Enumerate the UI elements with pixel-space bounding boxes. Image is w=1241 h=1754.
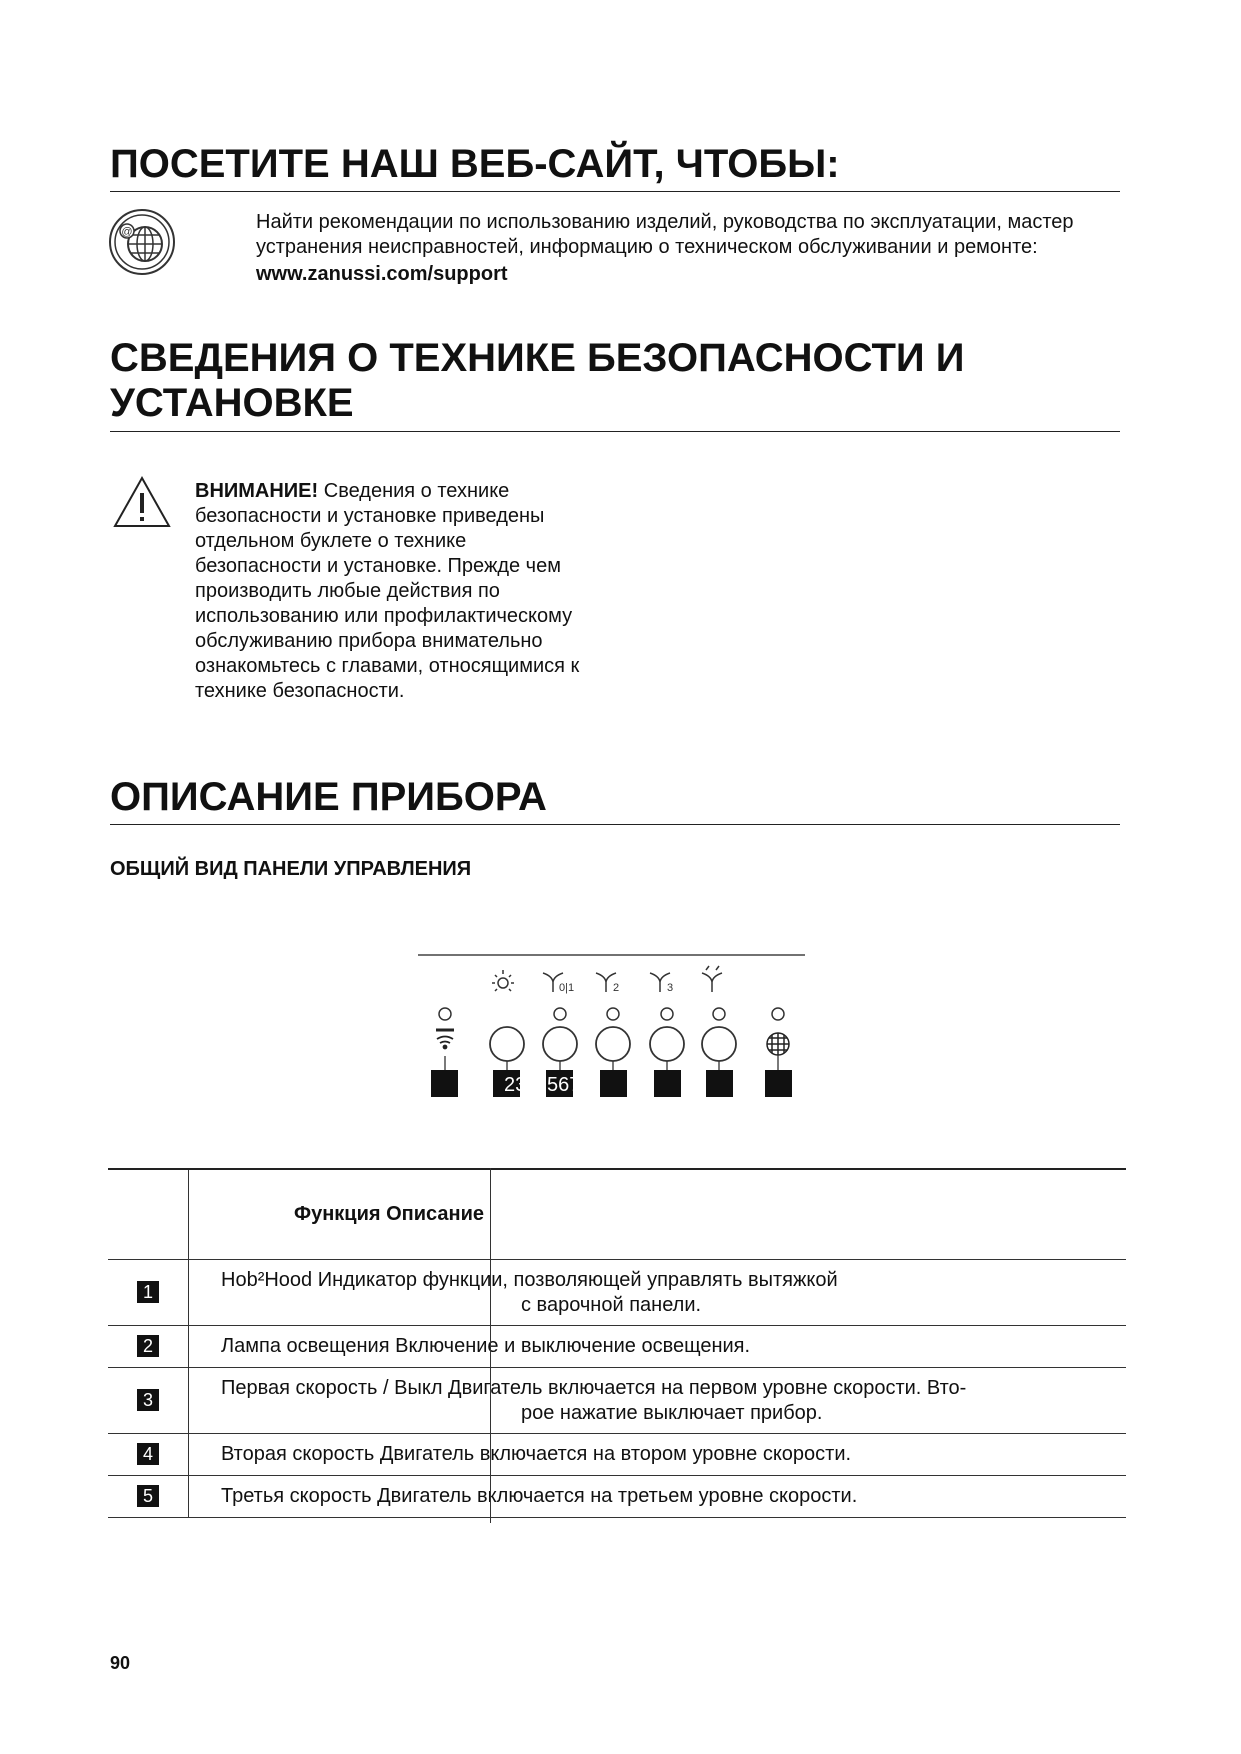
filter-led <box>772 1008 784 1020</box>
table-row <box>108 1476 1126 1518</box>
row-line2: рое нажатие выключает прибор. <box>521 1402 823 1424</box>
row-line1: Третья скорость Двигатель включается на третьем уровне скорости. <box>221 1485 858 1507</box>
warning-label: ВНИМАНИЕ! <box>195 480 319 502</box>
speed-2-led <box>607 1008 619 1020</box>
table-row <box>108 1326 1126 1368</box>
speed-1-led <box>554 1008 566 1020</box>
table-row-num <box>108 1260 189 1326</box>
row-line1: Лампа освещения Включение и выключение освещения. <box>221 1335 751 1357</box>
hob2hood-led <box>439 1008 451 1020</box>
fan-mark-0-1: 0|1 <box>559 982 575 994</box>
row-number-badge: 2 <box>137 1335 159 1357</box>
warning-text-block <box>195 479 585 704</box>
fan-mark-2: 2 <box>613 982 620 994</box>
table-row-content <box>189 1476 1127 1518</box>
heading-rule <box>110 431 1120 432</box>
fan-mark-3: 3 <box>667 982 674 994</box>
fan-boost-icon <box>702 966 722 992</box>
row-number-badge: 4 <box>137 1443 159 1465</box>
panel-label-box-7 <box>765 1070 792 1097</box>
table-row-num <box>108 1434 189 1476</box>
fan-0-1-icon <box>543 973 574 994</box>
table-row-num <box>108 1368 189 1434</box>
row-line1: Первая скорость / Выкл Двигатель включается на первом уровне скорости. Вто- <box>221 1377 967 1399</box>
control-panel-diagram <box>410 948 810 1108</box>
boost-led <box>713 1008 725 1020</box>
table-row-content <box>189 1260 1127 1326</box>
heading-safety-line2: УСТАНОВКЕ <box>110 381 354 425</box>
lamp-button[interactable] <box>490 1027 524 1061</box>
table-header-row <box>108 1169 1126 1260</box>
row-line1: Вторая скорость Двигатель включается на втором уровне скорости. <box>221 1443 852 1465</box>
speed-3-button[interactable] <box>650 1027 684 1061</box>
panel-label-box-1 <box>431 1070 458 1097</box>
table-column-divider <box>490 1168 491 1523</box>
lamp-icon <box>492 970 514 991</box>
row-number-badge: 3 <box>137 1389 159 1411</box>
speed-3-led <box>661 1008 673 1020</box>
row-number-badge: 5 <box>137 1485 159 1507</box>
table-row <box>108 1368 1126 1434</box>
hob2hood-icon <box>436 1030 454 1049</box>
heading-rule <box>110 191 1120 192</box>
row-line1: Hob²Hood Индикатор функции, позволяющей управлять вытяжкой <box>221 1269 838 1291</box>
svg-text:@: @ <box>121 226 133 238</box>
heading-rule <box>110 824 1120 825</box>
table-header-num <box>108 1169 189 1260</box>
panel-label-box-5 <box>654 1070 681 1097</box>
table-row-num <box>108 1476 189 1518</box>
web-section-text-block <box>256 210 1126 287</box>
speed-2-button[interactable] <box>596 1027 630 1061</box>
web-globe-icon <box>107 207 177 277</box>
row-line2: с варочной панели. <box>521 1294 702 1316</box>
heading-safety-line1: СВЕДЕНИЯ О ТЕХНИКЕ БЕЗОПАСНОСТИ И <box>110 336 965 380</box>
support-url[interactable]: www.zanussi.com/support <box>256 263 508 285</box>
function-table <box>108 1168 1126 1518</box>
page-number: 90 <box>110 1653 131 1673</box>
panel-label-box-6 <box>706 1070 733 1097</box>
fan-3-icon <box>650 973 673 994</box>
panel-label-fragment-23: 23 <box>504 1074 527 1096</box>
table-header-text: Функция Описание <box>294 1203 485 1225</box>
table-row-content <box>189 1326 1127 1368</box>
boost-button[interactable] <box>702 1027 736 1061</box>
table-row-num <box>108 1326 189 1368</box>
warning-text: Сведения о технике безопасности и установке приведены отдельном буклете о технике безопасности и установке. Прежде чем производить любые действия по использованию или профилактическому обслуживанию прибора внимательно ознакомьтесь с главами, относящимися к технике безопасности. <box>195 480 580 702</box>
warning-triangle-icon <box>112 475 172 530</box>
table-row <box>108 1260 1126 1326</box>
heading-visit-website: ПОСЕТИТЕ НАШ ВЕБ-САЙТ, ЧТОБЫ: <box>110 142 840 186</box>
speed-1-off-button[interactable] <box>543 1027 577 1061</box>
filter-icon <box>767 1033 789 1055</box>
panel-label-fragment-567: 567 <box>547 1074 581 1096</box>
row-number-badge: 1 <box>137 1281 159 1303</box>
panel-label-box-4 <box>600 1070 627 1097</box>
table-row-content <box>189 1434 1127 1476</box>
fan-2-icon <box>596 973 619 994</box>
heading-safety <box>110 336 1120 426</box>
subheading-control-panel: ОБЩИЙ ВИД ПАНЕЛИ УПРАВЛЕНИЯ <box>110 858 472 880</box>
table-header-label <box>189 1169 1127 1260</box>
heading-description: ОПИСАНИЕ ПРИБОРА <box>110 775 547 819</box>
table-row <box>108 1434 1126 1476</box>
web-description: Найти рекомендации по использованию изделий, руководства по эксплуатации, мастер устранения неисправностей, информацию о техническом обслуживании и ремонте: <box>256 211 1074 258</box>
table-row-content <box>189 1368 1127 1434</box>
